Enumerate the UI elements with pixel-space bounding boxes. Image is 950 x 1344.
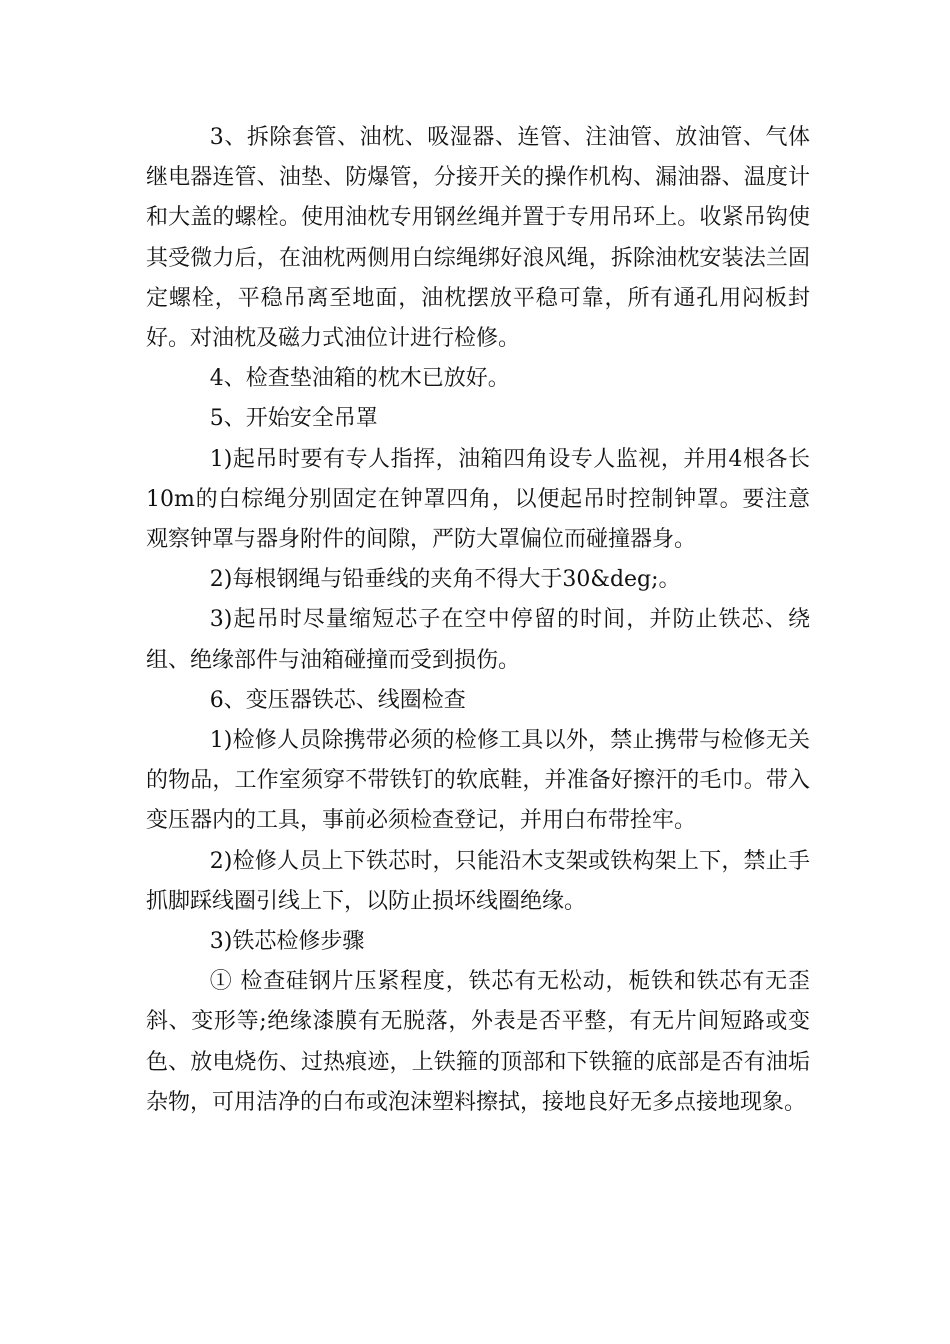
paragraph-step-3-dismantle: 3、拆除套管、油枕、吸湿器、连管、注油管、放油管、气体继电器连管、油垫、防爆管，分接开关的操作机构、漏油器、温度计和大盖的螺栓。使用油枕专用钢丝绳并置于专用吊环上。收紧吊钩使其受微力后，在油枕两侧用白综绳绑好浪风绳，拆除油枕安装法兰固定螺栓，平稳吊离至地面，油枕摆放平稳可靠，所有通孔用闷板封好。对油枕及磁力式油位计进行检修。 — [146, 125, 810, 352]
paragraph-step-6-item-2: 2)检修人员上下铁芯时，只能沿木支架或铁构架上下，禁止手抓脚踩线圈引线上下，以防止损坏线圈绝缘。 — [146, 848, 810, 914]
paragraph-step-6-item-3: 3)铁芯检修步骤 — [209, 929, 365, 955]
paragraph-core-check-1: ① 检查硅钢片压紧程度，铁芯有无松动，栀铁和铁芯有无歪斜、变形等;绝缘漆膜有无脱落，外表是否平整，有无片间短路或变色、放电烧伤、过热痕迹，上铁箍的顶部和下铁箍的底部是否有油垢杂物，可用洁净的白布或泡沫塑料擦拭，接地良好无多点接地现象。 — [146, 969, 810, 1115]
paragraph-step-4-sleepers: 4、检查垫油箱的枕木已放好。 — [209, 366, 510, 392]
paragraph-step-5-item-2: 2)每根钢绳与铅垂线的夹角不得大于30&deg;。 — [209, 567, 681, 593]
paragraph-step-5-item-1: 1)起吊时要有专人指挥，油箱四角设专人监视，并用4根各长10m的白棕绳分别固定在钟罩四角，以便起吊时控制钟罩。要注意观察钟罩与器身附件的间隙，严防大罩偏位而碰撞器身。 — [146, 446, 810, 553]
paragraph-step-5-heading: 5、开始安全吊罩 — [209, 406, 378, 432]
paragraph-step-6-heading: 6、变压器铁芯、线圈检查 — [209, 687, 466, 713]
document-body — [146, 118, 810, 1123]
paragraph-step-5-item-3: 3)起吊时尽量缩短芯子在空中停留的时间，并防止铁芯、绕组、绝缘部件与油箱碰撞而受到损伤。 — [146, 607, 810, 673]
paragraph-step-6-item-1: 1)检修人员除携带必须的检修工具以外，禁止携带与检修无关的物品，工作室须穿不带铁钉的软底鞋，并准备好擦汗的毛巾。带入变压器内的工具，事前必须检查登记，并用白布带拴牢。 — [146, 728, 810, 834]
